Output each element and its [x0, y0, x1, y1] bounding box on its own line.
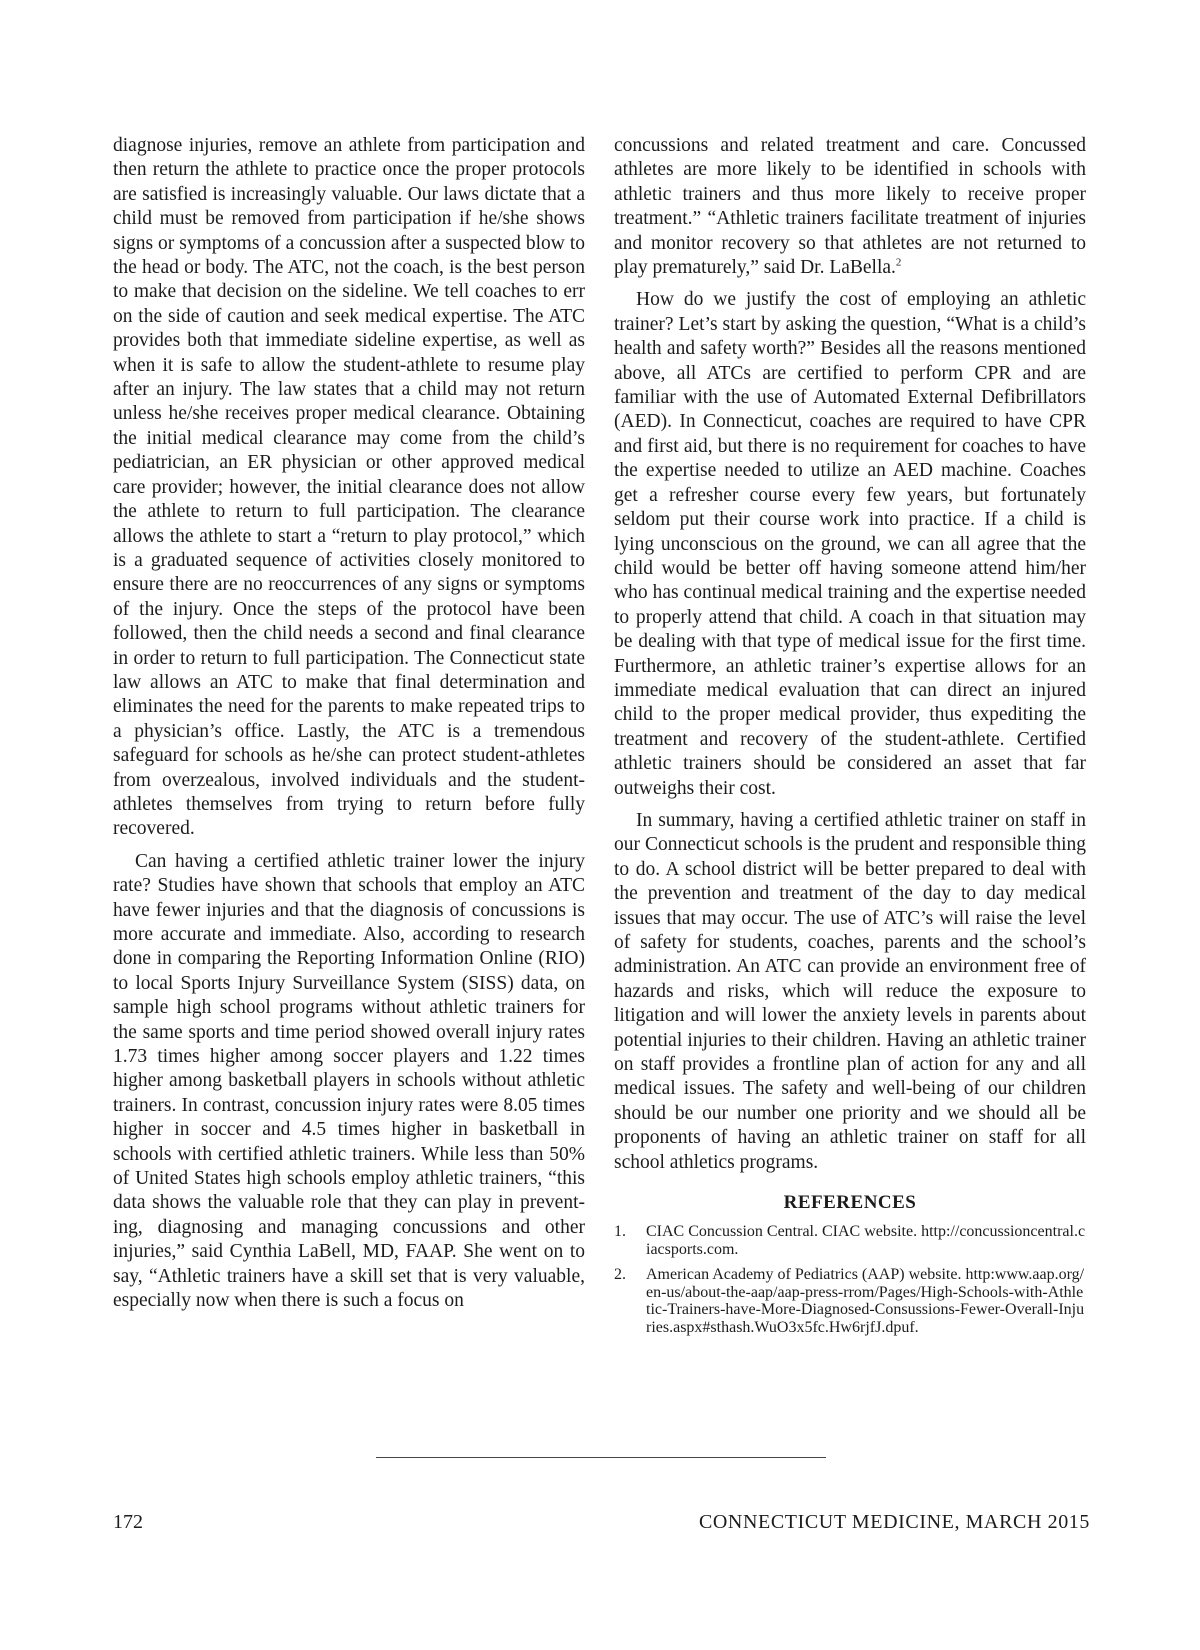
- right-column: [614, 134, 1086, 1344]
- reference-item: [614, 1266, 1086, 1336]
- body-paragraph: In summary, having a certified athletic trainer on staff in our Connecticut schools is the prudent and responsible thing to do. A school district will be better prepared to deal with the prevention and treatment of the day to day medical issues that may occur. The use of ATC’s will raise the level of safety for students, coaches, parents and the school’s administration. An ATC can provide an environment free of hazards and risks, which will reduce the exposure to litigation and will lower the anxiety levels in parents about potential injuries to their children. Having an athletic trainer on staff provides a frontline plan of action for any and all medical issues. The safety and well-being of our children should be our number one priority and we should all be proponents of having an athletic trainer on staff for all school athletics programs.: [614, 809, 1086, 1173]
- citation-superscript: 2: [895, 256, 902, 269]
- body-paragraph: [614, 134, 1086, 280]
- references-heading: REFERENCES: [783, 1192, 917, 1214]
- reference-text: American Academy of Pediatrics (AAP) website. http:www.aap.org/en-us/about-the-aap/aap-press-rrom/Pages/High-Schools-with-Athletic-Trainers-have-More-Diagnosed-Consussions-Fewer-Overall-Injuries.aspx#sthash.WuO3x5fc.Hw6rjfJ.dpuf.: [646, 1266, 1085, 1336]
- reference-number: 2.: [614, 1266, 626, 1284]
- body-paragraph-text: concussions and related treatment and care. Concussed athletes are more likely to be identified in schools with athletic trainers and thus more likely to receive proper treatment.” “Athletic trainers facilitate treatment of injuries and monitor recovery so that athletes are not returned to play prematurely,” said Dr. LaBella.: [614, 135, 1086, 279]
- body-paragraph: How do we justify the cost of employing an athletic trainer? Let’s start by asking the question, “What is a child’s health and safety worth?” Besides all the reasons mentioned above, all ATCs are certified to perform CPR and are familiar with the use of Automated External Defibrillators (AED). In Connecticut, coaches are required to have CPR and first aid, but there is no requirement for coaches to have the expertise needed to utilize an AED machine. Coaches get a refresher course every few years, but fortunately seldom put their course work into practice. If a child is lying unconscious on the ground, we can all agree that the child would be better off having someone attend him/her who has continual medical training and the expertise needed to properly attend that child. A coach in that situation may be dealing with that type of medical issue for the first time. Furthermore, an athletic trainer’s expertise allows for an immediate medical evaluation that can direct an injured child to the proper medical provider, thus expediting the treatment and recovery of the student-athlete. Certified athletic trainers should be considered an asset that far outweighs their cost.: [614, 289, 1086, 799]
- reference-number: 1.: [614, 1223, 626, 1241]
- reference-text: CIAC Concussion Central. CIAC website. http://concussioncentral.ciacsports.com.: [646, 1223, 1086, 1258]
- body-paragraph: Can having a certified athletic trainer lower the injury rate? Studies have shown that schools that employ an ATC have fewer injuries and that the diagnosis of concussions is more accurate and immediate. Also, according to research done in comparing the Reporting Information Online (RIO) to local Sports Injury Surveillance System (SISS) data, on sample high school programs without athletic trainers for the same sports and time period showed overall injury rates 1.73 times higher among soccer players and 1.22 times higher among basketball players in schools without athletic trainers. In contrast, concussion injury rates were 8.05 times higher in soccer and 4.5 times higher in basketball in schools with certified athletic trainers. While less than 50% of United States high schools employ athletic trainers, “this data shows the valuable role that they can play in preventing, diagnosing and managing concussions and other injuries,” said Cynthia LaBell, MD, FAAP. She went on to say, “Athletic trainers have a skill set that is very valuable, especially now when there is such a focus on: [113, 850, 585, 1312]
- left-column: [113, 134, 585, 1314]
- references-list: [614, 1223, 1086, 1336]
- page-number: 172: [113, 1511, 143, 1533]
- journal-title: CONNECTICUT MEDICINE, MARCH 2015: [698, 1511, 1090, 1533]
- footer-divider: [376, 1457, 826, 1458]
- body-paragraph: diagnose injuries, remove an athlete from participation and then return the athlete to practice once the proper protocols are satisfied is increasingly valuable. Our laws dictate that a child must be removed from participation if he/she shows signs or symptoms of a concussion after a suspected blow to the head or body. The ATC, not the coach, is the best person to make that decision on the sideline. We tell coaches to err on the side of caution and seek medical expertise. The ATC provides both that immediate sideline expertise, as well as when it is safe to allow the student-athlete to resume play after an injury. The law states that a child may not return unless he/she receives proper medical clearance. Obtaining the initial medical clearance may come from the child’s pediatrician, an ER physician or other approved medical care provider; however, the initial clearance does not allow the athlete to return to full participation. The clearance allows the athlete to start a “return to play protocol,” which is a graduated sequence of activities closely monitored to ensure there are no reoccurrences of any signs or symptoms of the injury. Once the steps of the protocol have been followed, then the child needs a second and final clearance in order to return to full participation. The Connecticut state law allows an ATC to make that final determination and eliminates the need for the parents to make repeated trips to a physician’s office. Lastly, the ATC is a tremendous safeguard for schools as he/she can protect student-athletes from overzealous, involved individuals and the student-athletes themselves from trying to return before fully recovered.: [113, 135, 585, 840]
- reference-item: [614, 1223, 1086, 1258]
